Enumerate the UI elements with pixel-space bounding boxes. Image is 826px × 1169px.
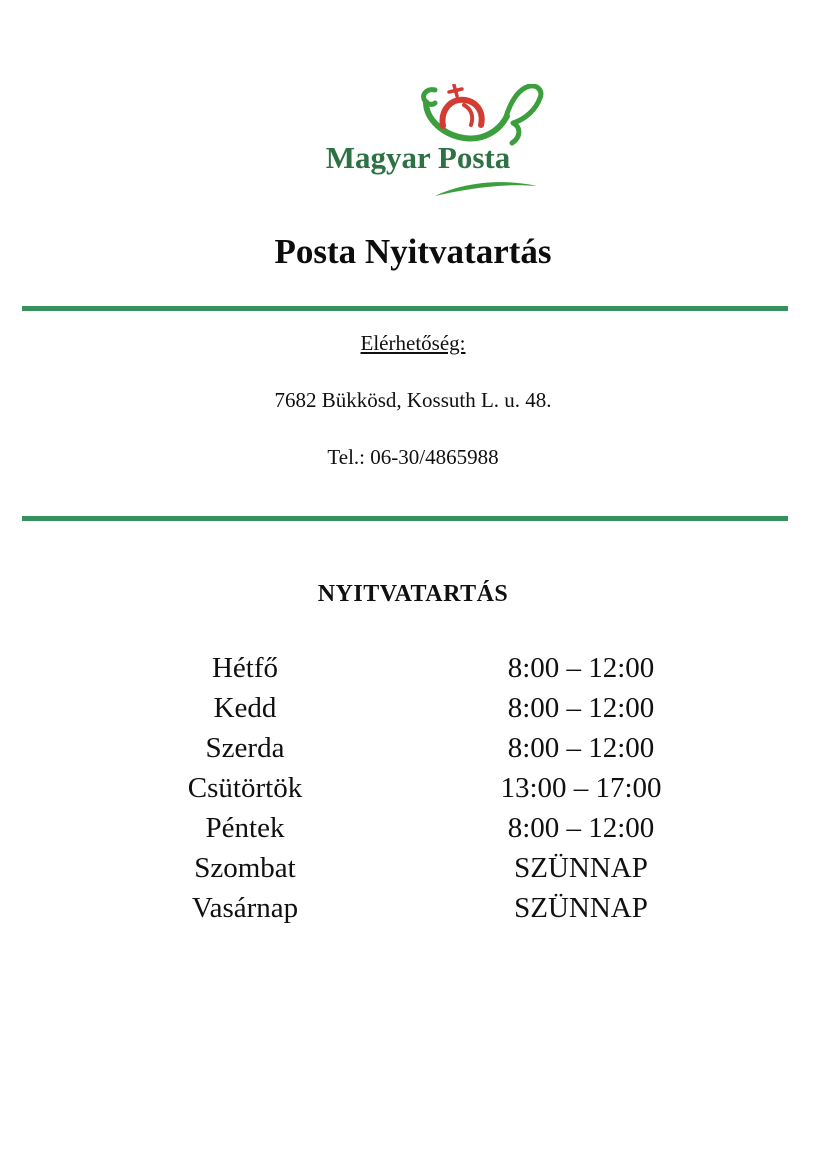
- schedule-heading: NYITVATARTÁS: [317, 581, 509, 607]
- phone-line: Tel.: 06-30/4865988: [327, 445, 499, 469]
- divider-bottom: [22, 516, 788, 521]
- crown-icon: [443, 85, 482, 126]
- schedule-row: [77, 808, 749, 848]
- schedule-row: [77, 888, 749, 928]
- schedule-row: [77, 728, 749, 768]
- logo-swoosh-icon: [434, 180, 538, 198]
- day-cell: Hétfő: [211, 652, 279, 684]
- schedule-row: [77, 648, 749, 688]
- hours-cell: 13:00 – 17:00: [500, 772, 662, 804]
- address-line: 7682 Bükkösd, Kossuth L. u. 48.: [274, 388, 552, 412]
- hours-cell: SZÜNNAP: [514, 892, 648, 924]
- hours-cell: 8:00 – 12:00: [507, 732, 655, 764]
- hours-cell: 8:00 – 12:00: [507, 692, 655, 724]
- day-cell: Vasárnap: [191, 892, 299, 924]
- day-cell: Péntek: [205, 812, 285, 844]
- page-title: Posta Nyitvatartás: [274, 232, 552, 271]
- schedule-table: [77, 648, 749, 928]
- day-cell: Kedd: [213, 692, 277, 724]
- divider-top: [22, 306, 788, 311]
- schedule-row: [77, 848, 749, 888]
- hours-cell: SZÜNNAP: [514, 852, 648, 884]
- schedule-row: [77, 768, 749, 808]
- hours-cell: 8:00 – 12:00: [507, 812, 655, 844]
- day-cell: Szombat: [194, 852, 296, 884]
- hours-cell: 8:00 – 12:00: [507, 652, 655, 684]
- logo-wordmark: Magyar Posta: [325, 140, 511, 175]
- day-cell: Szerda: [205, 732, 285, 764]
- day-cell: Csütörtök: [187, 772, 303, 804]
- magyar-posta-logo: [320, 84, 550, 196]
- schedule-row: [77, 688, 749, 728]
- post-horn-icon: [418, 84, 546, 148]
- contact-heading: Elérhetőség:: [360, 331, 466, 355]
